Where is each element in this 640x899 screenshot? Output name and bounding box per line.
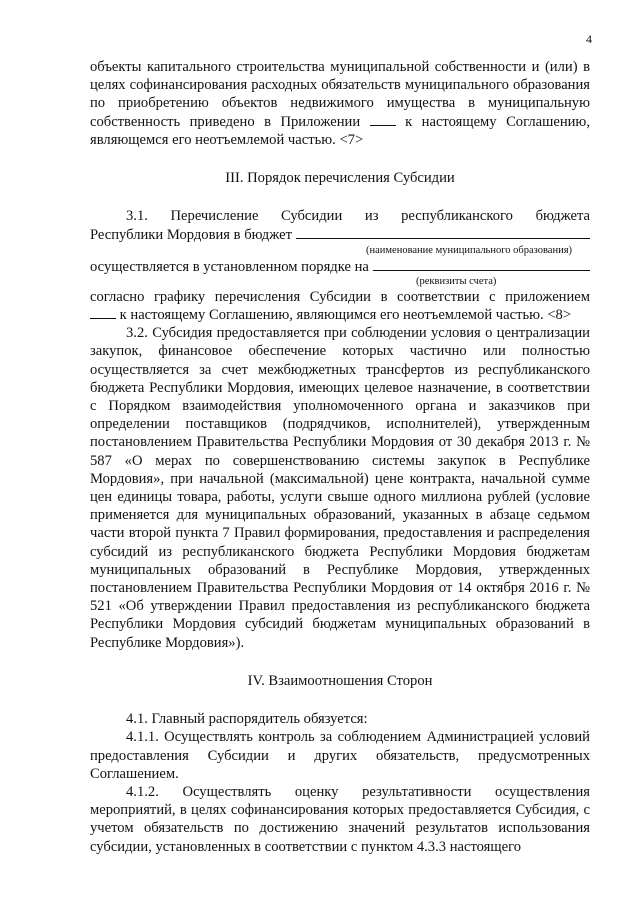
intro-text: объекты капитального строительства муниципальной собственности и (или) в целях софинансирования расходных обязательств муниципального образования по приобретению объектов недвижимого имущества в муниципальную собственность приведено в Приложении — [90, 59, 590, 130]
section-4-1-paragraph: 4.1. Главный распорядитель обязуется: — [126, 711, 368, 728]
page-number: 4 — [586, 32, 592, 46]
budget-label: Республики Мордовия в бюджет — [90, 227, 292, 244]
municipality-name-field[interactable] — [296, 225, 590, 239]
section-3-1-line4: согласно графику перечисления Субсидии в соответствии с приложением — [90, 288, 590, 305]
account-line — [90, 257, 590, 276]
section-4-1-2-paragraph: 4.1.2. Осуществлять оценку результативности осуществления мероприятий, в целях софинансирования которых предоставляется Субсидия, с учетом обязательств по достижению значений результатов использования субсидии, установленных в соответствии с пунктом 4.3.3 настоящего — [90, 783, 590, 855]
section-4-1-1-paragraph: 4.1.1. Осуществлять контроль за соблюдением Администрацией условий предоставления Субсидии и других обязательств, предусмотренных Соглашением. — [90, 729, 590, 782]
section-3-heading: III. Порядок перечисления Субсидии — [225, 170, 455, 187]
budget-line — [90, 225, 590, 244]
municipality-caption: (наименование муниципального образования) — [366, 244, 573, 256]
account-label: осуществляется в установленном порядке на — [90, 258, 369, 275]
intro-text-end: к настоящему Соглашению, являющемся его неотъемлемой частью. <7> — [90, 113, 590, 148]
section-3-1-end: к настоящему Соглашению, являющимся его неотъемлемой частью. <8> — [119, 307, 572, 324]
intro-paragraph — [90, 58, 590, 149]
appendix-number-blank[interactable] — [370, 113, 396, 126]
section-3-1-line5 — [90, 306, 590, 324]
account-details-field[interactable] — [373, 257, 590, 271]
schedule-appendix-blank[interactable] — [90, 306, 116, 319]
document-body — [90, 58, 590, 856]
account-caption: (реквизиты счета) — [416, 275, 497, 287]
section-3-2-paragraph: 3.2. Субсидия предоставляется при соблюдении условия о централизации закупок, финансовое обеспечение которых частично или полностью осуществляется за счет межбюджетных трансфертов из республиканского бюджета Республики Мордовия, имеющих целевое назначение, в соответствии с Порядком взаимодействия уполномоченного органа и заказчиков при определении поставщиков (подрядчиков, исполнителей), утвержденным постановлением Правительства Республики Мордовия от 30 декабря 2013 г. № 587 «О мерах по совершенствованию системы закупок в Республике Мордовия», при начальной (максимальной) цене контракта, начальной сумме цен единицы товара, работы, услуги свыше одного миллиона рублей (условие применяется для муниципальных образований, указанных в абзаце седьмом части второй пункта 7 Правил формирования, предоставления и распределения субсидий из республиканского бюджета Республики Мордовия бюджетам муниципальных образований в Республике Мордовия, утвержденных постановлением Правительства Республики Мордовия от 14 октября 2016 г. № 521 «Об утверждении Правил предоставления из республиканского бюджета Республики Мордовия субсидий бюджетам муниципальных образований в Республике Мордовия»). — [90, 325, 590, 651]
section-4-heading: IV. Взаимоотношения Сторон — [247, 672, 433, 689]
section-3-1-line1: 3.1. Перечисление Субсидии из республиканского бюджета — [126, 208, 590, 225]
